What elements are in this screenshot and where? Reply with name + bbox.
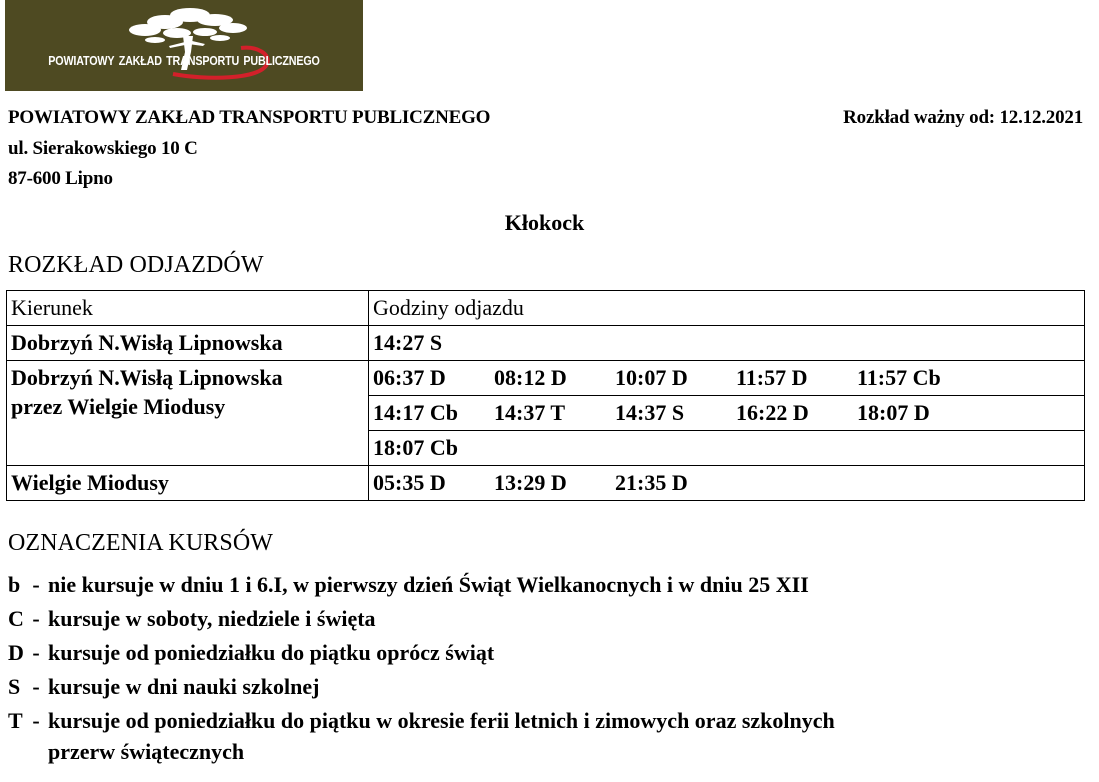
times-cell (369, 431, 1085, 466)
stop-name: Kłokock (504, 210, 585, 235)
logo-word-2: ZAKŁAD (118, 54, 162, 68)
legend-code: b (8, 572, 21, 597)
departure-time: 21:35 D (615, 470, 688, 495)
legend-code: C (8, 606, 24, 631)
legend-item (8, 568, 835, 602)
company-logo (5, 0, 363, 91)
departure-time: 11:57 Cb (857, 365, 941, 390)
table-row (7, 466, 1085, 501)
legend-code: T (8, 708, 23, 733)
times-cell (369, 326, 1085, 361)
legend-title: OZNACZENIA KURSÓW (8, 530, 274, 556)
legend-dash: - (32, 674, 40, 699)
departure-time: 14:27 S (373, 330, 443, 355)
table-row (7, 326, 1085, 361)
departure-time: 14:37 T (494, 400, 566, 425)
legend-text-continuation: przerw świątecznych (48, 739, 245, 764)
legend-text: kursuje w dni nauki szkolnej (48, 674, 320, 699)
legend-item (8, 704, 835, 738)
legend-item (8, 670, 835, 704)
logo-word-3: TRANSPORTU (166, 54, 240, 68)
direction-line: przez Wielgie Miodusy (11, 394, 226, 419)
times-cell (369, 361, 1085, 396)
legend-code: D (8, 640, 24, 665)
times-cell (369, 396, 1085, 431)
departure-time: 18:07 D (857, 400, 930, 425)
departure-time: 16:22 D (736, 400, 809, 425)
legend-dash: - (32, 572, 40, 597)
departure-time: 13:29 D (494, 470, 567, 495)
departures-title: ROZKŁAD ODJAZDÓW (8, 252, 264, 278)
legend-text: kursuje w soboty, niedziele i święta (48, 606, 376, 631)
departure-time: 05:35 D (373, 470, 446, 495)
legend-text: kursuje od poniedziałku do piątku oprócz świąt (48, 640, 495, 665)
legend-dash: - (32, 606, 40, 631)
departure-time: 11:57 D (736, 365, 808, 390)
address-city: 87-600 Lipno (8, 168, 113, 189)
legend-code: S (8, 674, 21, 699)
times-cell (369, 466, 1085, 501)
logo-word-1: POWIATOWY (48, 54, 115, 68)
logo-word-4: PUBLICZNEGO (243, 54, 320, 68)
legend-item (8, 602, 835, 636)
departure-time: 14:17 Cb (373, 400, 458, 425)
departure-time: 14:37 S (615, 400, 685, 425)
direction-line: Dobrzyń N.Wisłą Lipnowska (11, 365, 283, 390)
tree-icon (5, 0, 363, 91)
column-header-direction: Kierunek (7, 291, 369, 326)
column-header-times: Godziny odjazdu (369, 291, 1085, 326)
organization-name: POWIATOWY ZAKŁAD TRANSPORTU PUBLICZNEGO (8, 107, 491, 128)
legend-item (8, 636, 835, 670)
legend-text: nie kursuje w dniu 1 i 6.I, w pierwszy dzień Świąt Wielkanocnych i w dniu 25 XII (48, 572, 809, 597)
valid-from-date: Rozkład ważny od: 12.12.2021 (843, 107, 1083, 128)
timetable (6, 290, 1085, 501)
table-row (7, 361, 1085, 396)
direction-cell (7, 361, 369, 466)
legend-dash: - (32, 708, 40, 733)
departure-time: 08:12 D (494, 365, 567, 390)
address-street: ul. Sierakowskiego 10 C (8, 138, 198, 159)
legend-text: kursuje od poniedziałku do piątku w okresie ferii letnich i zimowych oraz szkolnych (48, 708, 835, 733)
legend-list (8, 568, 835, 768)
departure-time: 06:37 D (373, 365, 446, 390)
departure-time: 18:07 Cb (373, 435, 458, 460)
direction-cell: Dobrzyń N.Wisłą Lipnowska (7, 326, 369, 361)
legend-dash: - (32, 640, 40, 665)
logo-wordmark (30, 50, 338, 72)
table-header-row (7, 291, 1085, 326)
direction-cell: Wielgie Miodusy (7, 466, 369, 501)
departure-time: 10:07 D (615, 365, 688, 390)
